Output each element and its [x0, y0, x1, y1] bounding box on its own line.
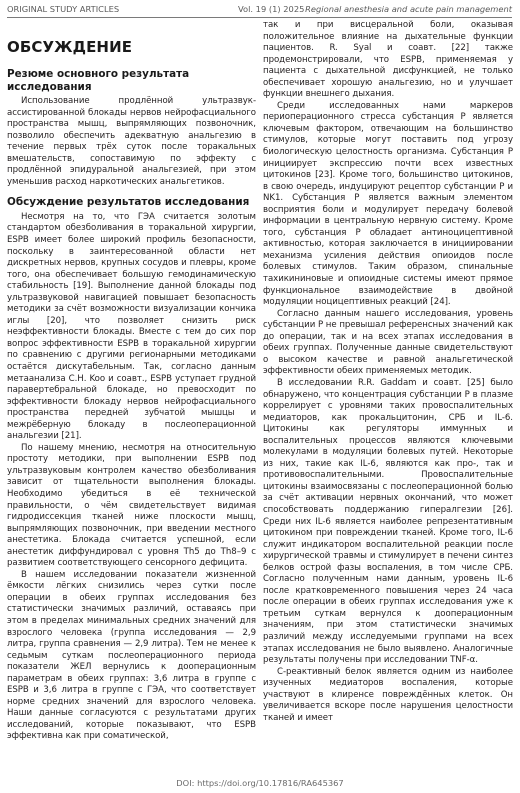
right-column	[263, 20, 513, 772]
discussion-paragraph-3: В нашем исследовании показатели жизненной ёмкости лёгких снизились через сутки после операции в обеих группах исследования без статистически значимых различий, оставаясь при этом в пределах минимальных средних значений для взрослого человека (группа исследования — 2,9 литра, группа сравнения — 2,9 литра). Тем не менее к седьмым суткам послеоперационного периода показатели ЖЕЛ вернулись к дооперационным параметрам в обеих группах: 3,6 литра в группе с ESPB и 3,6 литра в группе с ГЭА, что соответствует норме средних значений для взрослого человека. Наши данные согласуются с результатами других исследований, которые показывают, что ESPB эффективна как при соматической,	[7, 569, 256, 742]
crp-paragraph: С-реактивный белок является одним из наиболее изученных медиаторов воспаления, которые участвуют в клиренсе повреждённых клеток. Он увеличивается вскоре после нарушения целостности тканей и имеет	[263, 666, 513, 723]
journal-section-label: ORIGINAL STUDY ARTICLES	[7, 4, 120, 14]
journal-title: Regional anesthesia and acute pain management	[305, 4, 512, 14]
left-column	[7, 20, 256, 772]
cytokines-paragraph: В исследовании R.R. Gaddam и соавт. [25] было обнаружено, что концентрация субстанции Р в плазме коррелирует с уровнями таких провоспалительных медиаторов, как прокальцитонин, СРБ и IL-6. Цитокины как регуляторы иммунных и воспалительных процессов являются ключевыми молекулами в модуляции болевых путей. Некоторые из них, такие как IL-6, являются как про-, так и противовоспалительными. Провоспалительные цитокины взаимосвязаны с послеоперационной болью за счёт активации нервных окончаний, что может способствовать поддержанию гипералгезии [26]. Среди них IL-6 является наиболее репрезентативным цитокином при повреждении тканей. Кроме того, IL-6 служит индикатором воспалительной реакции после хирургической травмы и стимулирует в печени синтез белков острой фазы воспаления, в том числе СРБ. Согласно полученным нами данным, уровень IL-6 после кратковременного повышения через 24 часа после операции в обеих группах исследования уже к третьим суткам вернулся к дооперационным значениям, при этом статистически значимых различий между исследуемыми группами на всех этапах исследования не было выявлено. Аналогичные результаты получены при исследовании TNF-α.	[263, 377, 513, 666]
discussion-heading: Обсуждение результатов исследования	[7, 196, 250, 209]
discussion-paragraph-1: Несмотря на то, что ГЭА считается золотым стандартом обезболивания в торакальной хирургии, ESPB имеет более широкий профиль безопасности, поскольку в заинтересованной области нет дискретных нервов, крупных сосудов и плевры, кроме того, она обеспечивает большую гемодинамическую стабильность [19]. Выполнение данной блокады под ультразвуковой навигацией повышает безопасность методики за счёт возможности визуализации кончика иглы [20], что позволяет снизить риск неэффективности блокады. Вместе с тем до сих пор вопрос эффективности ESPB в торакальной хирургии по сравнению с другими регионарными методиками остаётся дискутабельным. Так, согласно данным метаанализа С.Н. Koo и соавт., ESPB уступает грудной паравертебральной блокаде, но превосходит по эффективности блокаду нервов нейрофасциального пространства передней зубчатой мышцы и межрёберную блокаду в послеоперационной анальгезии [21].	[7, 211, 256, 442]
substance-p-paragraph: Среди исследованных нами маркеров периоперационного стресса субстанция Р является ключевым фактором, отвечающим на большинство стимулов, которые могут поставить под угрозу биологическую целостность организма. Субстанция Р инициирует экспрессию почти всех известных цитокинов [23]. Кроме того, большинство цитокинов, в свою очередь, индуцируют рецептор субстанции Р и NK1. Субстанция Р является важным элементом восприятия боли и модулирует передачу болевой информации в центральную нервную систему. Кроме того, субстанция Р обладает антиноцицептивной активностью, которая заключается в инициировании механизма усиления действия опиоидов после болевых стимулов. Таким образом, спинальные тахикининовые и опиоидные системы имеют прямое функциональное взаимодействие в двойной модуляции ноцицептивных реакций [24].	[263, 100, 513, 308]
header-divider	[7, 17, 512, 18]
volume-label: Vol. 19 (1) 2025	[238, 4, 305, 14]
summary-paragraph: Использование продлённой ультразвук-ассистированной блокады нервов нейрофасциального пространства мышц, выпрямляющих позвоночник, позволило обеспечить адекватную анальгезию в течение первых трёх суток после торакальных вмешательств, сопоставимую по эффекту с продлённой эпидуральной анальгезией, при этом уменьшив расход наркотических анальгетиков.	[7, 96, 256, 187]
paragraph-continuation: так и при висцеральной боли, оказывая положительное влияние на дыхательные функции пациентов. R. Syal и соавт. [22] также продемонстрировали, что ESPB, применяемая у пациента с дыхательной дисфункцией, не только обеспечивает хорошую анальгезию, но и улучшает функции внешнего дыхания.	[263, 20, 513, 100]
doi-footer: DOI: https://doi.org/10.17816/RA645367	[176, 778, 344, 788]
substance-p-results-paragraph: Согласно данным нашего исследования, уровень субстанции Р не превышал референсных значений как до операции, так и на всех этапах исследования в обеих группах. Полученные данные свидетельствуют о высоком качестве и равной анальгетической эффективности обеих применяемых методик.	[263, 308, 513, 377]
discussion-paragraph-2: По нашему мнению, несмотря на относительную простоту методики, при выполнении ESPB под ультразвуковым контролем качество обезболивания зависит от тщательности выполнения блокады. Необходимо убедиться в её технической правильности, о чём свидетельствует видимая гидродиссекция тканей ниже плоскости мышц, выпрямляющих позвоночник, при введении местного анестетика. Блокада считается успешной, если анестетик диффундировал с уровня Th5 до Th8–9 с развитием соответствующего сенсорного дефицита.	[7, 442, 256, 569]
section-title: ОБСУЖДЕНИЕ	[7, 38, 133, 56]
running-header	[7, 2, 512, 18]
summary-heading: Резюме основного результата исследования	[7, 68, 190, 93]
